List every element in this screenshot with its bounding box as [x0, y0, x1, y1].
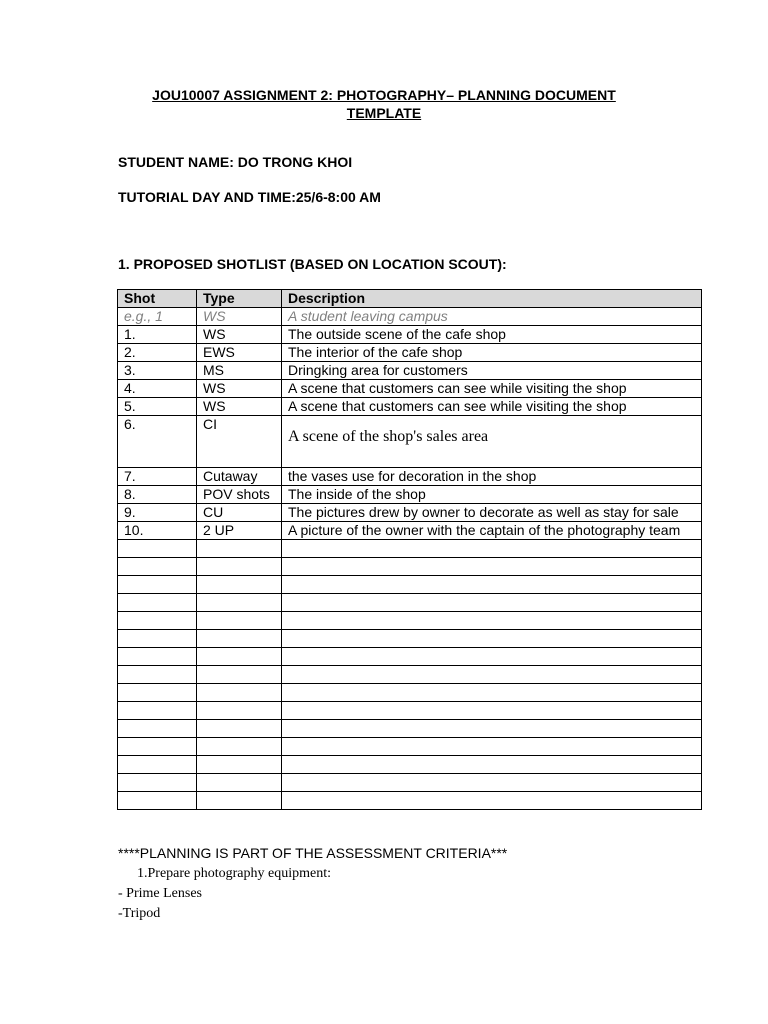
empty-cell: [118, 612, 197, 630]
student-name: STUDENT NAME: DO TRONG KHOI: [118, 154, 353, 170]
cell-description: A picture of the owner with the captain of the photography team: [282, 522, 702, 540]
table-row-empty: [118, 558, 702, 576]
empty-cell: [197, 702, 282, 720]
empty-cell: [118, 756, 197, 774]
empty-cell: [197, 684, 282, 702]
cell-description: A student leaving campus: [282, 308, 702, 326]
table-row-empty: [118, 630, 702, 648]
cell-description: A scene of the shop's sales area: [282, 416, 702, 468]
empty-cell: [282, 558, 702, 576]
empty-cell: [197, 720, 282, 738]
table-row: [118, 416, 702, 468]
table-row: [118, 504, 702, 522]
cell-shot: 2.: [118, 344, 197, 362]
empty-cell: [118, 594, 197, 612]
empty-cell: [282, 756, 702, 774]
empty-cell: [282, 792, 702, 810]
table-row-empty: [118, 720, 702, 738]
table-row-empty: [118, 612, 702, 630]
cell-shot: 3.: [118, 362, 197, 380]
empty-cell: [118, 702, 197, 720]
cell-description: Dringking area for customers: [282, 362, 702, 380]
table-row-empty: [118, 576, 702, 594]
cell-shot: 10.: [118, 522, 197, 540]
table-row: [118, 362, 702, 380]
empty-cell: [282, 738, 702, 756]
cell-shot: 9.: [118, 504, 197, 522]
table-row: [118, 344, 702, 362]
empty-cell: [282, 630, 702, 648]
table-row-empty: [118, 666, 702, 684]
cell-type: EWS: [197, 344, 282, 362]
cell-description: The pictures drew by owner to decorate as well as stay for sale: [282, 504, 702, 522]
empty-cell: [118, 630, 197, 648]
empty-cell: [118, 738, 197, 756]
title-line-2: TEMPLATE: [346, 104, 422, 121]
section-heading: 1. PROPOSED SHOTLIST (BASED ON LOCATION SCOUT):: [118, 256, 507, 272]
table-row: [118, 398, 702, 416]
empty-cell: [197, 558, 282, 576]
cell-type: CI: [197, 416, 282, 468]
empty-cell: [282, 594, 702, 612]
cell-shot: 1.: [118, 326, 197, 344]
table-row-empty: [118, 648, 702, 666]
empty-cell: [282, 648, 702, 666]
table-row-empty: [118, 774, 702, 792]
empty-cell: [197, 666, 282, 684]
empty-cell: [118, 792, 197, 810]
cell-type: CU: [197, 504, 282, 522]
table-row: [118, 486, 702, 504]
empty-cell: [118, 720, 197, 738]
empty-cell: [197, 792, 282, 810]
table-row-empty: [118, 540, 702, 558]
document-title: [100, 87, 668, 122]
shotlist-table: [117, 289, 702, 810]
title-line-1: JOU10007 ASSIGNMENT 2: PHOTOGRAPHY– PLANNING DOCUMENT: [152, 87, 616, 103]
empty-cell: [197, 774, 282, 792]
cell-type: WS: [197, 398, 282, 416]
empty-cell: [197, 540, 282, 558]
table-row: [118, 326, 702, 344]
cell-description: The interior of the cafe shop: [282, 344, 702, 362]
empty-cell: [197, 648, 282, 666]
empty-cell: [118, 648, 197, 666]
empty-cell: [282, 684, 702, 702]
cell-type: WS: [197, 326, 282, 344]
equipment-heading: 1.Prepare photography equipment:: [137, 866, 332, 881]
tutorial-day-time: TUTORIAL DAY AND TIME:25/6-8:00 AM: [118, 189, 381, 205]
empty-cell: [197, 756, 282, 774]
column-header-description: Description: [282, 290, 702, 308]
empty-cell: [282, 576, 702, 594]
empty-cell: [118, 774, 197, 792]
table-row: [118, 468, 702, 486]
empty-cell: [282, 774, 702, 792]
cell-type: WS: [197, 308, 282, 326]
cell-description: A scene that customers can see while visiting the shop: [282, 380, 702, 398]
empty-cell: [282, 540, 702, 558]
table-row-empty: [118, 594, 702, 612]
cell-shot: 4.: [118, 380, 197, 398]
assessment-criteria-note: ****PLANNING IS PART OF THE ASSESSMENT CRITERIA***: [118, 845, 508, 861]
table-row-example: [118, 308, 702, 326]
empty-cell: [197, 738, 282, 756]
table-row-empty: [118, 738, 702, 756]
cell-description: the vases use for decoration in the shop: [282, 468, 702, 486]
empty-cell: [118, 666, 197, 684]
table-row-empty: [118, 684, 702, 702]
cell-shot: 7.: [118, 468, 197, 486]
table-row-empty: [118, 756, 702, 774]
empty-cell: [197, 612, 282, 630]
empty-cell: [118, 684, 197, 702]
empty-cell: [197, 594, 282, 612]
empty-cell: [282, 612, 702, 630]
column-header-shot: Shot: [118, 290, 197, 308]
table-row: [118, 522, 702, 540]
empty-cell: [197, 576, 282, 594]
empty-cell: [118, 540, 197, 558]
empty-cell: [282, 720, 702, 738]
cell-type: WS: [197, 380, 282, 398]
empty-cell: [118, 558, 197, 576]
cell-type: Cutaway: [197, 468, 282, 486]
table-row-empty: [118, 792, 702, 810]
cell-type: MS: [197, 362, 282, 380]
cell-description: A scene that customers can see while visiting the shop: [282, 398, 702, 416]
equipment-item: - Prime Lenses: [118, 886, 202, 901]
cell-type: POV shots: [197, 486, 282, 504]
table-header-row: [118, 290, 702, 308]
cell-shot: 5.: [118, 398, 197, 416]
empty-cell: [282, 702, 702, 720]
empty-rows: [118, 540, 702, 810]
cell-description: The outside scene of the cafe shop: [282, 326, 702, 344]
cell-description: The inside of the shop: [282, 486, 702, 504]
column-header-type: Type: [197, 290, 282, 308]
table-row-empty: [118, 702, 702, 720]
empty-cell: [118, 576, 197, 594]
equipment-item: -Tripod: [118, 906, 161, 921]
table-row: [118, 380, 702, 398]
empty-cell: [197, 630, 282, 648]
cell-type: 2 UP: [197, 522, 282, 540]
empty-cell: [282, 666, 702, 684]
cell-shot: 8.: [118, 486, 197, 504]
cell-shot: e.g., 1: [118, 308, 197, 326]
cell-shot: 6.: [118, 416, 197, 468]
